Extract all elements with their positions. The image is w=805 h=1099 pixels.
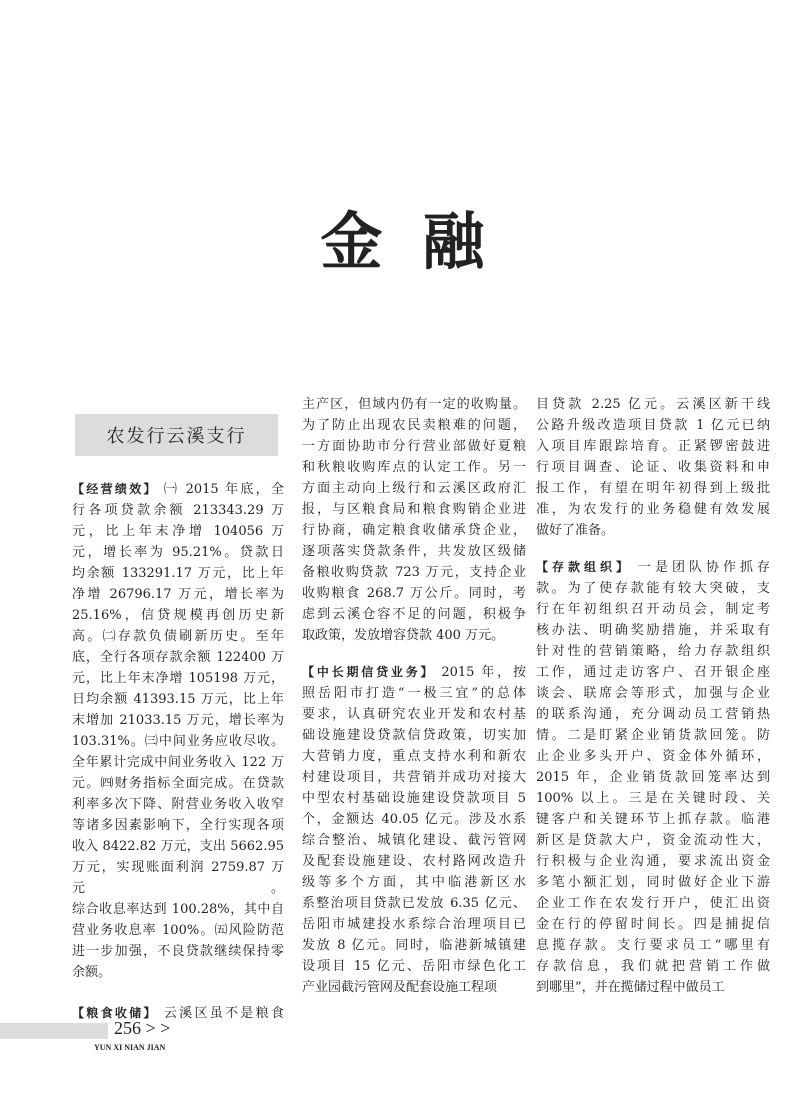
text-line bbox=[72, 647, 284, 668]
text-line bbox=[302, 683, 526, 704]
text-line bbox=[536, 578, 770, 599]
line-text: 岳阳市城建投水系综合治理项目已 bbox=[302, 917, 526, 932]
text-line bbox=[536, 499, 770, 520]
text-column-3 bbox=[536, 394, 770, 1014]
line-text: 情。二是盯紧企业销货款回笼。防 bbox=[536, 728, 770, 743]
line-text: 元，比上年末净增 105198 万元， bbox=[72, 671, 284, 686]
line-text: 主产区，但域内仍有一定的收购量。 bbox=[302, 397, 526, 412]
text-line bbox=[536, 977, 770, 998]
line-text: 新区是贷款大户，资金流动性大， bbox=[536, 833, 770, 848]
line-text: 收入 8422.82 万元，支出 5662.95 bbox=[72, 839, 284, 854]
text-line bbox=[536, 641, 770, 662]
text-line bbox=[302, 746, 526, 767]
text-line bbox=[72, 542, 284, 563]
line-text: 行积极与企业沟通，要求流出资金 bbox=[536, 854, 770, 869]
line-text: 及配套设施建设、农村路网改造升 bbox=[302, 854, 526, 869]
paragraph bbox=[72, 479, 284, 983]
line-text: 个，金额达 40.05 亿元。涉及水系 bbox=[302, 812, 526, 827]
line-text: 一是团队协作抓存 bbox=[638, 560, 770, 575]
paragraph-heading: 【中长期信贷业务】 bbox=[302, 665, 436, 679]
text-line bbox=[536, 436, 770, 457]
text-line bbox=[72, 563, 284, 584]
text-line bbox=[302, 662, 526, 683]
text-line bbox=[302, 394, 526, 415]
paragraph bbox=[536, 394, 770, 541]
text-line bbox=[536, 683, 770, 704]
text-line bbox=[72, 500, 284, 521]
text-line bbox=[302, 935, 526, 956]
text-line bbox=[302, 499, 526, 520]
text-column-2 bbox=[302, 394, 526, 1014]
line-text: 等诸多因素影响下，全行实现各项 bbox=[72, 818, 284, 833]
line-text: 逐项落实贷款条件，共发放区级储 bbox=[302, 544, 526, 559]
line-text: 为了防止出现农民卖粮难的问题， bbox=[302, 418, 526, 433]
line-text: 要求，认真研究农业开发和农村基 bbox=[302, 707, 526, 722]
line-text: 发放 8 亿元。同时，临港新城镇建 bbox=[302, 938, 526, 953]
line-text: 多笔小额汇划，同时做好企业下游 bbox=[536, 875, 770, 890]
line-text: 大营销力度，重点支持水利和新农 bbox=[302, 749, 526, 764]
text-line bbox=[536, 520, 770, 541]
text-line bbox=[536, 914, 770, 935]
text-line bbox=[536, 788, 770, 809]
line-text: 行项目调查、论证、收集资料和申 bbox=[536, 460, 770, 475]
text-line bbox=[536, 704, 770, 725]
line-text: ㈠ 2015 年底，全 bbox=[163, 482, 284, 497]
paragraph bbox=[536, 557, 770, 998]
line-text: 系整治项目贷款已发放 6.35 亿元、 bbox=[302, 896, 526, 911]
text-line bbox=[72, 668, 284, 689]
text-line bbox=[72, 962, 284, 983]
line-text: 全年累计完成中间业务收入 122 万 bbox=[72, 755, 284, 770]
line-text: 照岳阳市打造“一极三宜”的总体 bbox=[302, 686, 526, 701]
line-text: 云溪区虽不是粮食 bbox=[163, 1006, 284, 1021]
line-text: 产业园截污管网及配套设施工程项 bbox=[302, 980, 498, 995]
text-line bbox=[302, 478, 526, 499]
paragraph bbox=[72, 1003, 284, 1024]
text-line bbox=[302, 956, 526, 977]
line-text: 均余额 133291.17 万元，比上年 bbox=[72, 566, 284, 581]
line-text: 综合收息率达到 100.28%，其中自 bbox=[72, 902, 284, 917]
line-text: 报，与区粮食局和粮食购销企业进 bbox=[302, 502, 526, 517]
line-text: 103.31%。㈢中间业务应收尽收。 bbox=[72, 734, 284, 749]
line-text: 2015 年，企业销货款回笼率达到 bbox=[536, 770, 770, 785]
line-text: 行在年初组织召开动员会，制定考 bbox=[536, 602, 770, 617]
text-line bbox=[72, 689, 284, 710]
line-text: 元，比上年末净增 104056 万 bbox=[72, 524, 284, 539]
text-line bbox=[302, 457, 526, 478]
line-text: 金在行的停留时间长。四是捕捉信 bbox=[536, 917, 770, 932]
line-text: 日均余额 41393.15 万元，比上年 bbox=[72, 692, 284, 707]
line-text: 存款信息，我们就把营销工作做 bbox=[536, 959, 770, 974]
text-line bbox=[536, 809, 770, 830]
text-line bbox=[302, 541, 526, 562]
line-text: 报工作，有望在明年初得到上级批 bbox=[536, 481, 770, 496]
line-text: 做好了准备。 bbox=[536, 523, 615, 538]
paragraph bbox=[302, 662, 526, 998]
text-line bbox=[536, 851, 770, 872]
line-text: 准，为农发行的业务稳健有效发展 bbox=[536, 502, 770, 517]
line-text: 100% 以上。三是在关键时段、关 bbox=[536, 791, 770, 806]
line-text: 综合整治、城镇化建设、截污管网 bbox=[302, 833, 526, 848]
text-line bbox=[536, 872, 770, 893]
line-text: 行各项贷款余额 213343.29 万 bbox=[72, 503, 284, 518]
text-line bbox=[72, 815, 284, 836]
text-line bbox=[302, 562, 526, 583]
line-text: 取政策，发放增容贷款 400 万元。 bbox=[302, 628, 505, 643]
line-text: 元。㈣财务指标全面完成。在贷款 bbox=[72, 776, 284, 791]
text-line bbox=[302, 914, 526, 935]
text-line bbox=[302, 520, 526, 541]
line-text: 目贷款 2.25 亿元。云溪区新干线 bbox=[536, 397, 770, 412]
line-text: 级等多个方面，其中临港新区水 bbox=[302, 875, 526, 890]
footer-bar bbox=[0, 1023, 108, 1039]
text-line bbox=[536, 746, 770, 767]
line-text: 止企业多头开户、资金体外循环， bbox=[536, 749, 770, 764]
page-number: 256 > > bbox=[114, 1018, 171, 1038]
line-text: 营业务收息率 100%。㈤风险防范 bbox=[72, 923, 284, 938]
text-line bbox=[72, 899, 284, 920]
line-text: 和秋粮收购库点的认定工作。另一 bbox=[302, 460, 526, 475]
line-text: 核办法、明确奖励措施，并采取有 bbox=[536, 623, 770, 638]
line-text: 础设施建设贷款信贷政策，切实加 bbox=[302, 728, 526, 743]
text-line bbox=[72, 626, 284, 647]
text-line bbox=[72, 605, 284, 626]
line-text: 企业工作在农发行开户，使汇出资 bbox=[536, 896, 770, 911]
line-text: 虑到云溪仓容不足的问题，积极争 bbox=[302, 607, 526, 622]
line-text: 余额。 bbox=[72, 965, 112, 980]
text-column-1 bbox=[72, 479, 284, 1044]
line-text: 谈会、联席会等形式，加强与企业 bbox=[536, 686, 770, 701]
line-text: 收购粮食 268.7 万公斤。同时，考 bbox=[302, 586, 526, 601]
text-line bbox=[536, 893, 770, 914]
line-text: 款。为了使存款能有较大突破，支 bbox=[536, 581, 770, 596]
line-text: 行协商，确定粮食收储承贷企业， bbox=[302, 523, 526, 538]
text-line bbox=[536, 415, 770, 436]
text-line bbox=[72, 941, 284, 962]
paragraph bbox=[302, 394, 526, 646]
text-line bbox=[302, 725, 526, 746]
section-title: 农发行云溪支行 bbox=[75, 414, 278, 456]
text-line bbox=[302, 893, 526, 914]
text-line bbox=[536, 725, 770, 746]
text-line bbox=[302, 415, 526, 436]
text-line bbox=[536, 394, 770, 415]
text-line bbox=[302, 977, 526, 998]
text-line bbox=[536, 457, 770, 478]
text-line bbox=[72, 479, 284, 500]
text-line bbox=[302, 788, 526, 809]
text-line bbox=[536, 620, 770, 641]
text-line bbox=[302, 872, 526, 893]
text-line bbox=[302, 809, 526, 830]
line-text: 息揽存款。支行要求员工“哪里有 bbox=[536, 938, 770, 953]
line-text: 的联系沟通，充分调动员工营销热 bbox=[536, 707, 770, 722]
paragraph-heading: 【经营绩效】 bbox=[72, 482, 158, 496]
text-line bbox=[536, 599, 770, 620]
text-line bbox=[72, 773, 284, 794]
text-line bbox=[302, 830, 526, 851]
line-text: 末增加 21033.15 万元，增长率为 bbox=[72, 713, 284, 728]
line-text: 2015 年，按 bbox=[441, 665, 526, 680]
text-line bbox=[536, 935, 770, 956]
text-line bbox=[302, 704, 526, 725]
text-line bbox=[302, 767, 526, 788]
text-line bbox=[72, 920, 284, 941]
line-text: 万元，实现账面利润 2759.87 万元。 bbox=[72, 860, 284, 896]
text-line bbox=[302, 625, 526, 646]
line-text: 针对性的营销策略，给力存款组织 bbox=[536, 644, 770, 659]
line-text: 到哪里”，并在揽储过程中做员工 bbox=[536, 980, 725, 995]
line-text: 方面主动向上级行和云溪区政府汇 bbox=[302, 481, 526, 496]
paragraph-heading: 【存款组织】 bbox=[536, 560, 632, 574]
text-line bbox=[536, 956, 770, 977]
text-line bbox=[72, 521, 284, 542]
line-text: 净增 26796.17 万元，增长率为 bbox=[72, 587, 284, 602]
line-text: 中型农村基础设施建设贷款项目 5 bbox=[302, 791, 526, 806]
text-line bbox=[72, 1003, 284, 1024]
line-text: 利率多次下降、附营业务收入收窄 bbox=[72, 797, 284, 812]
text-line bbox=[72, 857, 284, 899]
text-line bbox=[302, 583, 526, 604]
line-text: 一方面协助市分行营业部做好夏粮 bbox=[302, 439, 526, 454]
text-line bbox=[302, 604, 526, 625]
text-line bbox=[72, 794, 284, 815]
text-line bbox=[72, 731, 284, 752]
text-line bbox=[72, 836, 284, 857]
paragraph-heading: 【粮食收储】 bbox=[72, 1006, 158, 1020]
line-text: 底，全行各项存款余额 122400 万 bbox=[72, 650, 284, 665]
text-line bbox=[536, 662, 770, 683]
line-text: 入项目库跟踪培育。正紧锣密鼓进 bbox=[536, 439, 770, 454]
text-line bbox=[536, 478, 770, 499]
line-text: 高。㈡存款负债刷新历史。至年 bbox=[72, 629, 284, 644]
line-text: 元，增长率为 95.21%。贷款日 bbox=[72, 545, 284, 560]
text-line bbox=[536, 767, 770, 788]
text-line bbox=[302, 436, 526, 457]
line-text: 公路升级改造项目贷款 1 亿元已纳 bbox=[536, 418, 770, 433]
line-text: 25.16%，信贷规模再创历史新 bbox=[72, 608, 284, 623]
text-line bbox=[302, 851, 526, 872]
line-text: 村建设项目，共营销并成功对接大 bbox=[302, 770, 526, 785]
line-text: 设项目 15 亿元、岳阳市绿色化工 bbox=[302, 959, 526, 974]
text-line bbox=[536, 557, 770, 578]
footer-subtitle: YUN XI NIAN JIAN bbox=[94, 1043, 166, 1052]
text-line bbox=[72, 584, 284, 605]
text-line bbox=[536, 830, 770, 851]
text-line bbox=[72, 710, 284, 731]
line-text: 键客户和关键环节上抓存款。临港 bbox=[536, 812, 770, 827]
line-text: 进一步加强，不良贷款继续保持零 bbox=[72, 944, 284, 959]
line-text: 备粮收购贷款 723 万元，支持企业 bbox=[302, 565, 526, 580]
line-text: 工作，通过走访客户、召开银企座 bbox=[536, 665, 770, 680]
text-line bbox=[72, 752, 284, 773]
page-title: 金融 bbox=[320, 205, 525, 278]
